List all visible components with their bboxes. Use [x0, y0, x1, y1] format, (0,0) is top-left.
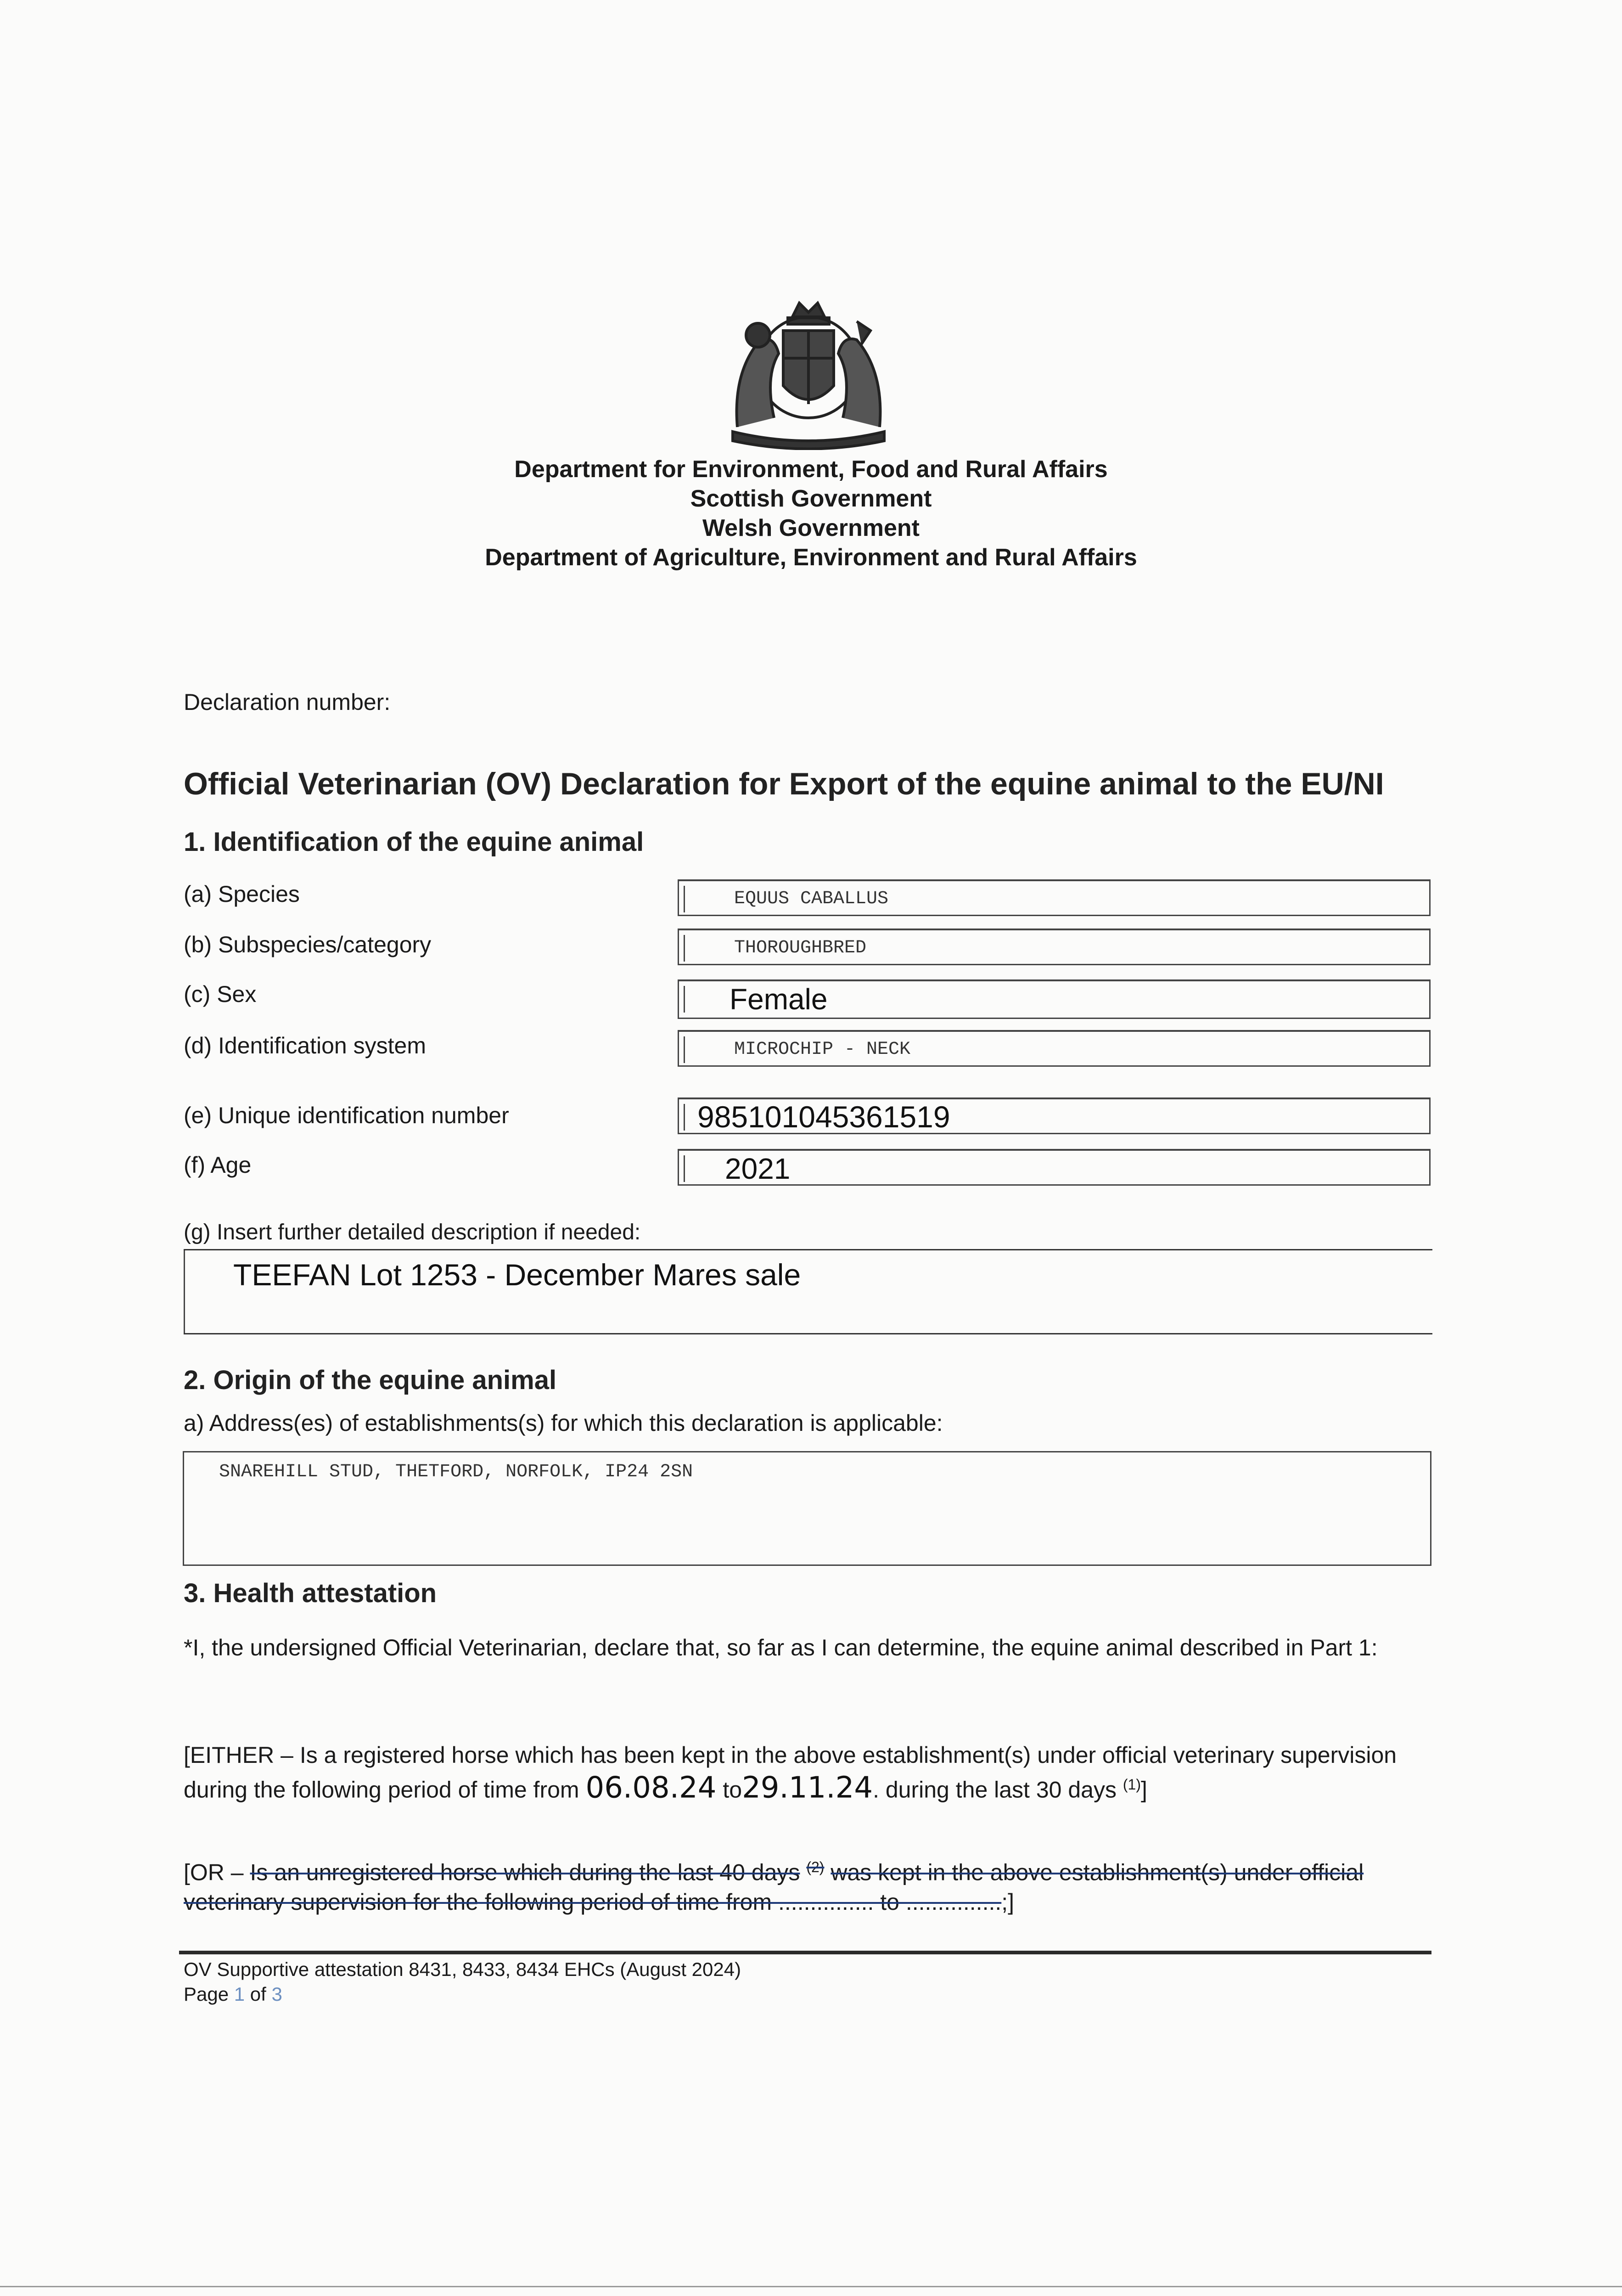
address-label: a) Address(es) of establishments(s) for which this declaration is applicable:: [184, 1410, 943, 1436]
divider: [184, 1250, 185, 1333]
unique-id-value: 985101045361519: [697, 1100, 950, 1134]
section-heading: 3. Health attestation: [184, 1578, 437, 1608]
department-name: Welsh Government: [702, 515, 920, 541]
from-date: 06.08.24: [585, 1771, 717, 1805]
unique-id-field[interactable]: [678, 1097, 1431, 1134]
attestation-intro: *I, the undersigned Official Veterinarian, declare that, so far as I can determine, the equine animal described in Part 1:: [184, 1635, 1378, 1660]
identification-system-value: MICROCHIP - NECK: [734, 1039, 911, 1060]
address-field[interactable]: [183, 1451, 1431, 1566]
identification-system-field[interactable]: [678, 1030, 1431, 1067]
address-value: SNAREHILL STUD, THETFORD, NORFOLK, IP24 2SN: [219, 1462, 693, 1482]
page-number: Page 1 of 3: [184, 1983, 282, 2005]
species-field[interactable]: [678, 879, 1431, 916]
species-value: EQUUS CABALLUS: [734, 889, 889, 909]
department-name: Department for Environment, Food and Rural Affairs: [514, 456, 1108, 483]
field-label: (c) Sex: [184, 981, 257, 1007]
department-name: Scottish Government: [690, 485, 932, 512]
age-field[interactable]: [678, 1149, 1431, 1186]
department-name: Department of Agriculture, Environment and Rural Affairs: [485, 544, 1137, 571]
to-date: 29.11.24: [742, 1771, 873, 1805]
page-title: Official Veterinarian (OV) Declaration for Export of the equine animal to the EU/NI: [184, 766, 1384, 801]
sex-value: Female: [730, 983, 828, 1016]
divider: [184, 1333, 1432, 1334]
field-label: (b) Subspecies/category: [184, 932, 432, 957]
further-description-label: (g) Insert further detailed description if needed:: [184, 1220, 641, 1244]
footer-reference: OV Supportive attestation 8431, 8433, 8434 EHCs (August 2024): [184, 1958, 741, 1980]
section-heading: 1. Identification of the equine animal: [184, 827, 644, 857]
footer-rule: [179, 1951, 1431, 1954]
struck-text: was kept in the above establishment(s) under official veterinary supervision for the following period of time from ............... to ...............: [184, 1859, 1364, 1915]
field-label: (e) Unique identification number: [184, 1103, 509, 1128]
field-label: (a) Species: [184, 881, 300, 907]
section-heading: 2. Origin of the equine animal: [184, 1365, 557, 1395]
divider: [184, 1249, 1432, 1250]
struck-text: Is an unregistered horse which during the last 40 days: [250, 1859, 800, 1885]
further-description-value[interactable]: TEEFAN Lot 1253 - December Mares sale: [233, 1258, 801, 1292]
declaration-number-label: Declaration number:: [184, 689, 391, 715]
either-clause: [EITHER – Is a registered horse which has been kept in the above establishment(s) under official veterinary supervision during the following period of time from 06.08.24 to29.11.24. during the last 30 days $^{(1)}$]: [184, 1742, 1397, 1805]
scan-edge: [0, 2286, 1622, 2287]
royal-coat-of-arms-icon: [719, 298, 898, 450]
subspecies-field[interactable]: [678, 929, 1431, 965]
age-value: 2021: [725, 1152, 791, 1185]
subspecies-value: THOROUGHBRED: [734, 938, 867, 958]
field-label: (f) Age: [184, 1152, 252, 1178]
or-clause: [OR – Is an unregistered horse which during the last 40 days $^{(2)}$ was kept in the above establishment(s) under official veterinary supervision for the following period of time from ............... to ...............;]: [184, 1859, 1364, 1915]
sex-field[interactable]: [678, 979, 1431, 1019]
field-label: (d) Identification system: [184, 1033, 426, 1058]
